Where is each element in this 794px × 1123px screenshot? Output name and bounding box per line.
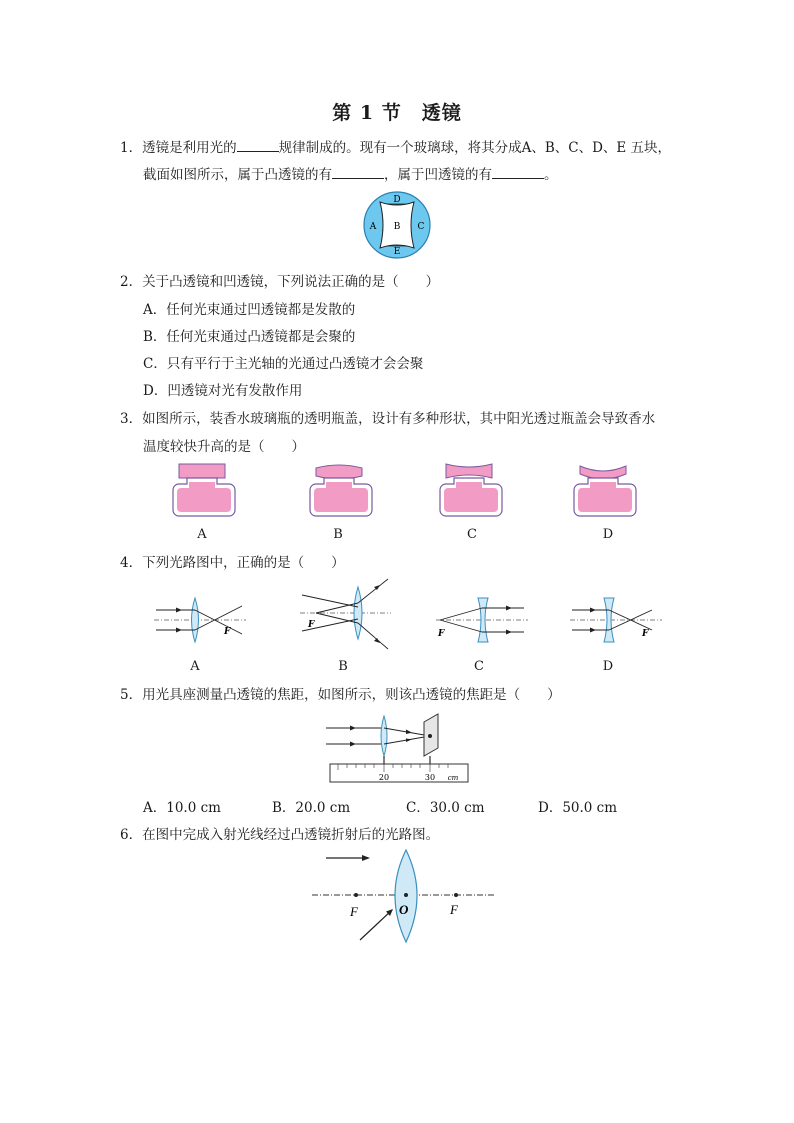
q1-text-d: ，属于凹透镜的有: [384, 167, 492, 183]
q3-caption-b: B: [333, 527, 343, 542]
q1-line1: [120, 136, 671, 156]
q1-label-e: E: [393, 247, 401, 257]
q1-text-e: 。: [544, 167, 558, 183]
q5-optical-bench-figure: [322, 708, 472, 788]
q5-scale-label-30: 30: [424, 773, 436, 782]
q4-caption-c: C: [474, 659, 484, 674]
q1-label-b: B: [393, 222, 401, 232]
q4c-focus-label: F: [438, 629, 445, 639]
q1-blank-2[interactable]: [332, 164, 384, 179]
q5-scale-unit: cm: [447, 774, 459, 782]
q1-text-a: 1．透镜是利用光的: [120, 140, 237, 156]
q1-label-a: A: [369, 222, 377, 232]
q1-label-d: D: [393, 195, 401, 205]
q5-option-c[interactable]: C．30.0 cm: [406, 800, 485, 816]
q1-label-c: C: [417, 222, 425, 232]
page-title: 第 1 节 透镜: [332, 102, 462, 124]
q5-scale-label-20: 20: [378, 773, 390, 782]
q3-caption-d: D: [602, 527, 614, 542]
q2-option-c[interactable]: C．只有平行于主光轴的光通过凸透镜才会会聚: [143, 356, 424, 372]
q3-bottle-b: [302, 462, 382, 518]
q1-blank-3[interactable]: [492, 164, 544, 179]
q4d-focus-label: F: [642, 629, 649, 639]
q3-bottle-a: [165, 462, 245, 518]
q1-glass-ball-figure: [362, 190, 432, 260]
q6-label-f-left: F: [350, 904, 358, 919]
q2-option-b[interactable]: B．任何光束通过凸透镜都是会聚的: [143, 329, 356, 345]
q4-diagram-d: [566, 590, 666, 650]
q1-blank-1[interactable]: [237, 137, 279, 152]
q5-stem: 5．用光具座测量凸透镜的焦距，如图所示，则该凸透镜的焦距是（ ）: [120, 687, 561, 703]
q6-label-f-right: F: [450, 902, 458, 917]
q3-bottle-c: [432, 462, 512, 518]
q5-option-b[interactable]: B．20.0 cm: [272, 800, 351, 816]
q1-line2: [143, 163, 558, 183]
q6-lens-diagram: [306, 848, 502, 948]
q3-caption-c: C: [467, 527, 477, 542]
q2-stem: 2．关于凸透镜和凹透镜，下列说法正确的是（ ）: [120, 274, 440, 290]
q4-stem: 4．下列光路图中，正确的是（ ）: [120, 555, 345, 571]
q3-stem-line2: 温度较快升高的是（ ）: [143, 439, 305, 455]
q6-label-o: O: [399, 902, 409, 917]
q4-caption-b: B: [338, 659, 348, 674]
q4-caption-a: A: [190, 659, 200, 674]
q5-option-d[interactable]: D．50.0 cm: [538, 800, 618, 816]
q5-option-a[interactable]: A．10.0 cm: [143, 800, 221, 816]
q4a-focus-label: F: [224, 627, 231, 637]
q3-bottle-d: [566, 462, 646, 518]
q1-text-b: 规律制成的。现有一个玻璃球，将其分成A、B、C、D、E 五块，: [278, 140, 672, 156]
q4-diagram-b: [298, 575, 393, 655]
q2-option-d[interactable]: D．凹透镜对光有发散作用: [143, 383, 303, 399]
q1-text-c: 截面如图所示，属于凸透镜的有: [143, 167, 332, 183]
q4-diagram-a: [150, 590, 250, 650]
q3-stem-line1: 3．如图所示，装香水玻璃瓶的透明瓶盖，设计有多种形状，其中阳光透过瓶盖会导致香水: [120, 411, 656, 427]
q4-diagram-c: [432, 590, 532, 650]
q4-caption-d: D: [602, 659, 614, 674]
q2-option-a[interactable]: A．任何光束通过凹透镜都是发散的: [143, 302, 356, 318]
q3-caption-a: A: [197, 527, 207, 542]
q6-stem: 6．在图中完成入射光线经过凸透镜折射后的光路图。: [120, 827, 440, 843]
q4b-focus-label: F: [308, 620, 315, 630]
